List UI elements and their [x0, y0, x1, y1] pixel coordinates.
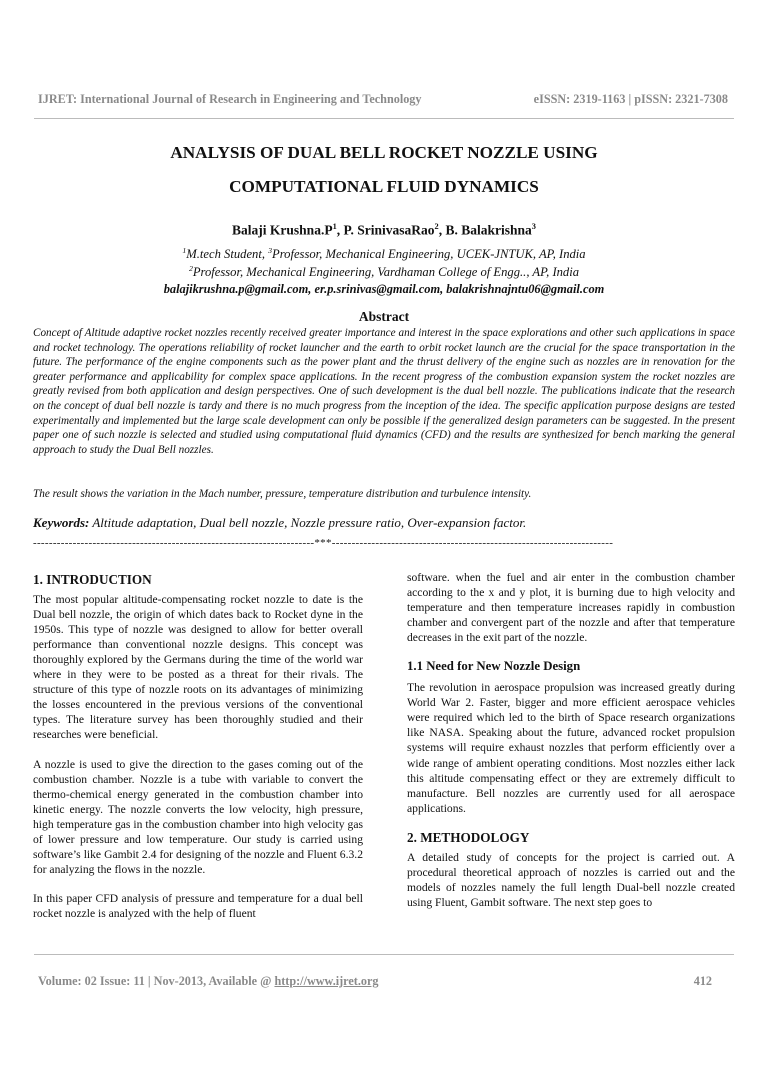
- paper-title-line2: COMPUTATIONAL FLUID DYNAMICS: [229, 177, 539, 196]
- author-3-mark: 3: [531, 222, 536, 231]
- intro-paragraph-3: In this paper CFD analysis of pressure and temperature for a dual bell rocket nozzle is analyzed with the help of fluent: [33, 891, 363, 920]
- affil-2: Professor, Mechanical Engineering, Vardhaman College of Engg.., AP, India: [192, 265, 580, 280]
- author-emails: balajikrushna.p@gmail.com, er.p.srinivas@gmail.com, balakrishnajntu06@gmail.com: [163, 282, 605, 296]
- affil-mark-2: 2: [188, 264, 193, 273]
- author-list: [0, 222, 768, 239]
- affil-mark-3: 3: [268, 246, 273, 255]
- journal-name: IJRET: International Journal of Research in Engineering and Technology: [38, 92, 422, 106]
- keywords-text: Altitude adaptation, Dual bell nozzle, Nozzle pressure ratio, Over-expansion factor.: [89, 515, 527, 530]
- keywords: [33, 515, 735, 531]
- issn: eISSN: 2319-1163 | pISSN: 2321-7308: [533, 92, 728, 106]
- right-column: [407, 570, 735, 924]
- intro-paragraph-1: The most popular altitude-compensating rocket nozzle to date is the Dual bell nozzle, the origin of which dates back to Rocket dyne in the 1950s. This type of nozzle was designed to allow for better overall performance than conventional nozzle designs. This concept was thoroughly explored by the Germans during the time of the world war where in they were to be posted as a threat for their rivals. The structure of this type of nozzle roots on its advantages of minimizing the losses encountered in the previous versions of the conventional types. The literature survey has been thoroughly studied and their researches were beneficial.: [33, 593, 363, 742]
- paper-title-line1: ANALYSIS OF DUAL BELL ROCKET NOZZLE USING: [170, 143, 598, 162]
- running-header: [38, 92, 728, 107]
- left-column: [33, 572, 363, 935]
- abstract-heading: Abstract: [358, 309, 410, 324]
- subsection-1-1-paragraph: The revolution in aerospace propulsion was increased greatly during World War 2. Faster, bigger and more efficient aerospace vehicles were required which led to the birth of Space research organizations like NASA. Speaking about the future, advanced rocket propulsion systems will require exhaust nozzles that perform efficiently over a wide range of ambient operating conditions. Most nozzles either lack this altitude compensating effect or they are extremely difficult to manufacture. Bell nozzles are currently used for all aerospace applications.: [407, 681, 735, 815]
- journal-link[interactable]: http://www.ijret.org: [274, 974, 379, 988]
- affiliation-2: [0, 264, 768, 280]
- intro-paragraph-2: A nozzle is used to give the direction to the gases coming out of the combustion chamber. Nozzle is a tube with variable to convert the thermo-chemical energy generated in the combustion chamber into kinetic energy. The nozzle converts the low velocity, high pressure, high temperature gas in the combustion chamber into high velocity gas of lower pressure and low temperature. Our study is carried using software’s like Gambit 2.4 for designing of the nozzle and Fluent 6.3.2 for analyzing the flows in the nozzle.: [33, 757, 363, 876]
- author-1: Balaji Krushna.P: [232, 222, 333, 238]
- affil-mark-1: 1: [182, 246, 187, 255]
- footer-rule: [34, 954, 734, 955]
- running-footer: [38, 974, 712, 989]
- section-introduction-heading: 1. INTRODUCTION: [33, 572, 152, 587]
- keywords-label: Keywords:: [33, 515, 90, 530]
- author-1-mark: 1: [332, 222, 337, 231]
- intro-continuation: software. when the fuel and air enter in the combustion chamber according to the x and y plot, it is burning due to high velocity and temperature and then temperature increases rapidly in combustion chamber and convergent part of the nozzle and after that temperature decreases in the exit part of the nozzle.: [407, 571, 735, 645]
- footer-volume: [38, 974, 378, 989]
- methodology-paragraph: A detailed study of concepts for the project is carried out. A procedural theoretical approach of nozzles is carried out and the models of nozzles namely the full length Dual-bell nozzle created using Fluent, Gambit software. The next step goes to: [407, 850, 735, 909]
- section-methodology-heading: 2. METHODOLOGY: [407, 829, 530, 845]
- header-rule: [34, 118, 734, 119]
- affil-1a: M.tech Student,: [186, 247, 269, 262]
- abstract-result: The result shows the variation in the Mach number, pressure, temperature distribution and turbulence intensity.: [33, 488, 532, 500]
- section-separator: -----------------------------------------------------------------------***-----------------------------------------------------------------------: [33, 537, 614, 549]
- affiliation-1: [0, 246, 768, 262]
- affil-1b: Professor, Mechanical Engineering, UCEK-JNTUK, AP, India: [272, 247, 586, 262]
- author-2: , P. SrinivasaRao: [336, 222, 435, 238]
- author-2-mark: 2: [434, 222, 439, 231]
- volume-info: Volume: 02 Issue: 11 | Nov-2013, Available @: [38, 974, 275, 988]
- subsection-1-1-heading: 1.1 Need for New Nozzle Design: [407, 659, 581, 674]
- author-3: , B. Balakrishna: [438, 222, 532, 238]
- page-number: 412: [693, 974, 712, 988]
- abstract-body: Concept of Altitude adaptive rocket nozzles recently received greater importance and interest in the space explorations and other such applications in space and rocket technology. The operations reliability of rocket launcher and the earth to orbit rocket launch are the crucial for the space transportation in the future. The performance of the engine components such as the power plant and the thrust delivery of the engine such as nozzles are in renovation for the greater performance and applicability for complex space applications. In the recent progress of the combustion expansion system the rocket nozzles are greatly revised from both application and design perspectives. One of such development is the dual bell nozzle. The publications indicate that the research on the concept of dual bell nozzle is tardy and there is no much progress from the inception of the idea. The specific application purpose designs are tested experimentally and implemented but the large scale development can only be possible if the generalized design parameters can be suggested. In the present paper one of such nozzle is selected and studied using computational fluid dynamics (CFD) and the results are synthesized for bench marking the general approach to study the Dual Bell nozzles.: [33, 327, 735, 456]
